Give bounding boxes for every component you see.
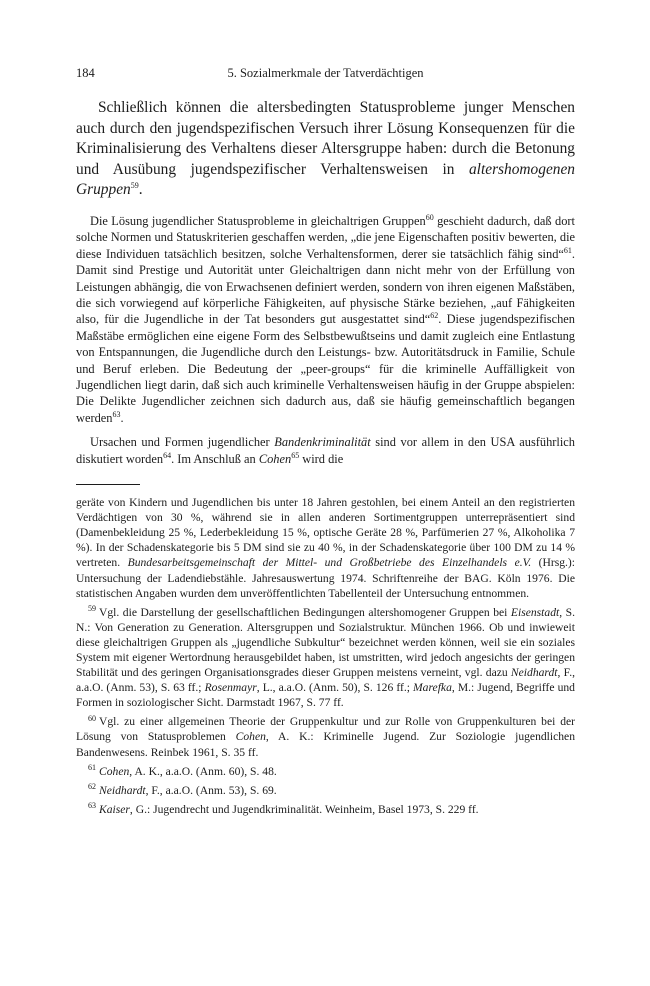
lead-italic: altershomogenen Gruppen — [76, 160, 575, 199]
body-text: . — [120, 410, 124, 425]
body-italic: Cohen — [258, 451, 292, 466]
body-text: . Im Anschluß an — [171, 451, 259, 466]
footnote-ref[interactable]: 63 — [112, 409, 121, 419]
body-paragraph — [76, 434, 575, 467]
document-page — [76, 64, 575, 817]
footnote-text: (Hrsg.): Untersuchung der Ladendiebstähle. Jahresauswertung 1974. Schriftenreihe der BAG. Köln 1976. Die statistischen Angaben wurden dem unveröffentlichten Tabellenteil der Untersuchung entnommen. — [76, 556, 575, 600]
footnote-ref[interactable]: 60 — [425, 212, 434, 222]
lead-paragraph — [76, 98, 575, 201]
page-number: 184 — [76, 66, 95, 80]
footnote-ref[interactable]: 59 — [130, 181, 139, 191]
footnote-61 — [76, 764, 575, 779]
footnote-italic: Neidhardt — [99, 783, 146, 797]
footnote-italic: Bundesarbeitsgemeinschaft der Mittel- und Großbetriebe des Einzelhandels e.V. — [127, 556, 532, 570]
footnote-text: , A. K.: Kriminelle Jugend. Zur Soziologie jugendlichen Bandenwesens. Reinbek 1961, S. 35 ff. — [76, 730, 575, 759]
footnote-italic: Kaiser — [99, 802, 130, 816]
footnote-number: 60 — [88, 713, 96, 723]
footnote-63 — [76, 802, 575, 817]
lead-text-end: . — [138, 181, 143, 199]
page-header — [76, 64, 575, 82]
footnote-text: , F., a.a.O. (Anm. 53), S. 69. — [145, 783, 277, 797]
footnote-ref[interactable]: 64 — [163, 450, 172, 460]
footnote-60 — [76, 714, 575, 759]
footnote-italic: Eisenstadt — [510, 605, 560, 619]
footnote-italic: Cohen — [235, 730, 266, 744]
body-text: geschieht dadurch, daß dort solche Normen und Statuskriterien geschaffen werden, „die jene Eigenschaften positiv bewerten, die diese Individuen tatsächlich besitzen, solche Verhaltensformen, derer sie tatsächlich fähig sind“ — [76, 213, 576, 261]
footnote-number: 59 — [88, 603, 96, 613]
footnote-text: geräte von Kindern und Jugendlichen bis unter 18 Jahren gestohlen, bei einem Anteil an den registrierten Verdächtigen von 30 %, während sie in allen anderen Sortimentgruppen unterrepräsentiert sind (Damenbekleidung 25 %, Lederbekleidung 15 %, optische Geräte 28 %, Parfümerien 27 %, Alkoholika 7 %). In der Schadenskategorie bis 5 DM sind sie zu 40 %, in der Schadenskategorie über 100 DM zu 14 % vertreten. — [76, 496, 575, 570]
body-italic: Bandenkriminalität — [274, 435, 371, 450]
footnote-ref[interactable]: 62 — [430, 311, 439, 321]
footnote-text: , S. N.: Von Generation zu Generation. Altersgruppen und Sozialstruktur. München 1966. Ob und inwieweit diese gleichaltrigen Gruppen als „jugendliche Subkultur“ bezeichnet werden können, weil sie ein soziales System mit eigener Wertordnung herausgebildet haben, ist umstritten, wird jedoch angesichts der geringen Stabilität und des geringen Organisationsgrades dieser Gruppen meistens verneint, vgl. dazu — [76, 605, 575, 680]
footnote-text: , G.: Jugendrecht und Jugendkriminalität. Weinheim, Basel 1973, S. 229 ff. — [129, 802, 479, 816]
body-text: wird die — [299, 451, 344, 466]
footnote-ref[interactable]: 61 — [563, 245, 572, 255]
body-text: Ursachen und Formen jugendlicher — [90, 435, 275, 450]
footnote-59 — [76, 605, 575, 711]
lead-text: Schließlich können die altersbedingten Statusprobleme junger Menschen auch durch den jugendspezifischen Versuch ihrer Lösung Konsequenzen für die Kriminalisierung des Verhaltens dieser Altersgruppe haben: durch die Betonung und Ausübung jugendspezifischer Verhaltensweisen in — [76, 99, 575, 178]
footnote-separator — [76, 484, 140, 485]
body-text: . Damit sind Prestige und Autorität unter Gleichaltrigen dann nicht mehr von der Erfüllung von Leistungen abhängig, die von Erwachsenen definiert werden, sondern von ihren eigenen Maßstäben, die sich vorwiegend auf körperliche Fähigkeiten, auf physische Stärke beziehen, „auf Fähigkeiten also, für die Jugendliche in der Tat besonders gut ausgestattet sind“ — [76, 246, 575, 327]
footnote-number: 61 — [88, 762, 96, 772]
footnote-62 — [76, 783, 575, 798]
footnote-text: , L., a.a.O. (Anm. 50), S. 126 ff.; — [256, 681, 414, 695]
body-text: sind vor allem in den USA ausführlich diskutiert worden — [76, 435, 575, 466]
body-paragraph — [76, 213, 575, 426]
footnote-continuation — [76, 495, 575, 601]
footnote-number: 62 — [88, 781, 96, 791]
footnote-number: 63 — [88, 800, 96, 810]
footnote-text: , F., a.a.O. (Anm. 53), S. 63 ff.; — [76, 666, 575, 695]
footnote-text: Vgl. die Darstellung der gesellschaftlichen Bedingungen altershomogener Gruppen bei — [99, 605, 511, 619]
footnote-italic: Marefka — [413, 681, 452, 695]
running-head: 5. Sozialmerkmale der Tatverdächtigen — [227, 66, 424, 80]
footnote-ref[interactable]: 65 — [291, 450, 300, 460]
footnote-italic: Cohen — [99, 764, 130, 778]
footnote-text: , A. K., a.a.O. (Anm. 60), S. 48. — [129, 764, 277, 778]
footnote-text: Vgl. zu einer allgemeinen Theorie der Gruppenkultur und zur Rolle von Gruppenkulturen bei der Lösung von Statusproblemen — [76, 715, 575, 744]
footnote-text: , M.: Jugend, Begriffe und Formen in soziologischer Sicht. Darmstadt 1967, S. 77 ff. — [76, 681, 575, 710]
body-text: . Diese jugendspezifischen Maßstäbe ermöglichen eine eigene Form des Selbstbewußtseins und damit zugleich eine Entlastung von Entspannungen, die Jugendliche durch den Leistungs- bzw. Autoritätsdruck in Familie, Schule und Beruf erleben. Die Bedeutung der „peer-groups“ für die kriminelle Auffälligkeit von Jugendlichen liegt darin, daß sich auch kriminelle Verhaltensweisen häufig in der Gruppe abspielen: Die Delikte Jugendlicher zeichnen sich dadurch aus, daß sie häufig gemeinschaftlich begangen werden — [76, 312, 575, 425]
footnote-italic: Neidhardt — [510, 666, 558, 680]
footnote-italic: Rosenmayr — [204, 681, 257, 695]
body-text: Die Lösung jugendlicher Statusprobleme in gleichaltrigen Gruppen — [90, 213, 426, 228]
